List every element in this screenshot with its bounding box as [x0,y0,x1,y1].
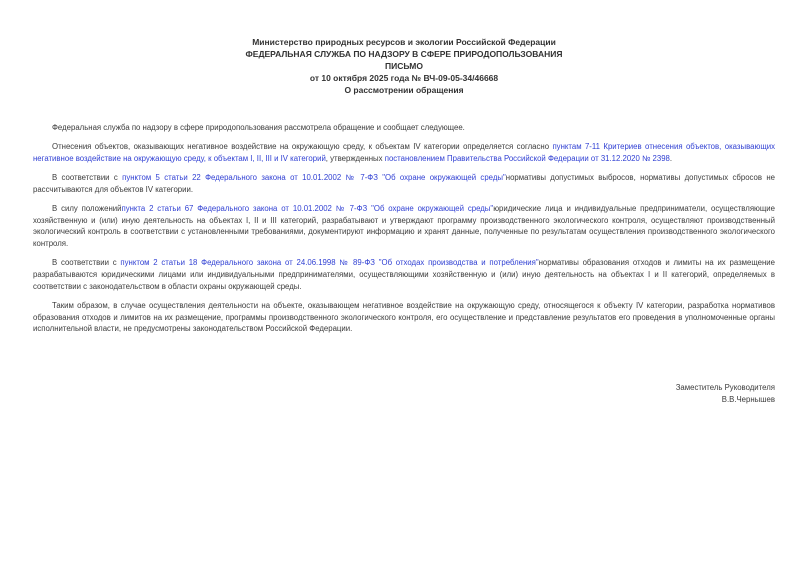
body-paragraph [33,203,775,250]
paragraph-text: нормативы образования отходов и лимиты на их размещение разрабатываются юридическими лицами или индивидуальными предпринимателями, осуществляющими хозяйственную и (или) иную деятельность на объектах I и II категорий, определяемых в соответствии с законодательством в области охраны окружающей среды. [33,258,775,291]
document-subject: О рассмотрении обращения [344,85,464,95]
body-paragraph [33,300,775,335]
paragraph-text: , утвержденных [325,153,385,163]
legal-reference-link[interactable]: пунктам 7-11 Критериев отнесения объектов, оказывающих негативное воздействие на окружающую среду, к объектам I, II, III и IV категорий [33,142,775,163]
document-header [33,36,775,96]
signer-position: Заместитель Руководителя [675,383,775,392]
ministry-name: Министерство природных ресурсов и экологии Российской Федерации [252,37,556,47]
document-body [33,122,775,335]
signature-block [676,382,775,405]
paragraph-text: В соответствии с [52,258,121,268]
paragraph-text: нормативы допустимых выбросов, нормативы допустимых сбросов не рассчитываются для объектов IV категории. [33,173,775,194]
body-paragraph [33,172,775,195]
agency-name: ФЕДЕРАЛЬНАЯ СЛУЖБА ПО НАДЗОРУ В СФЕРЕ ПРИРОДОПОЛЬЗОВАНИЯ [245,49,563,59]
paragraph-text: Таким образом, в случае осуществления деятельности на объекте, оказывающем негативное воздействие на окружающую среду, относящегося к объекту IV категории, разработка нормативов образования отходов и лимитов на их размещение, программы производственного экологического контроля, его осуществление и представление результатов его проведения в уполномоченные органы исполнительной власти, не предусмотрены законодательством Российской Федерации. [33,300,775,334]
paragraph-text: В соответствии с [52,173,123,183]
legal-reference-link[interactable]: постановлением Правительства Российской Федерации от 31.12.2020 № 2398 [384,153,670,163]
document-date-number: от 10 октября 2025 года № ВЧ-09-05-34/46668 [309,73,499,83]
body-paragraph [33,257,775,292]
paragraph-text: Отнесения объектов, оказывающих негативное воздействие на окружающую среду, к объектам IV категории определяется согласно [52,142,553,152]
body-paragraph [33,122,775,134]
legal-reference-link[interactable]: пункта 2 статьи 67 Федерального закона от 10.01.2002 № 7-ФЗ "Об охране окружающей среды" [121,204,494,214]
legal-reference-link[interactable]: пунктом 5 статьи 22 Федерального закона от 10.01.2002 № 7-ФЗ "Об охране окружающей среды" [122,173,506,183]
body-paragraph [33,141,775,164]
legal-reference-link[interactable]: пунктом 2 статьи 18 Федерального закона от 24.06.1998 № 89-ФЗ "Об отходах производства и потребления" [120,258,539,268]
paragraph-text: Федеральная служба по надзору в сфере природопользования рассмотрела обращение и сообщает следующее. [52,123,465,132]
paragraph-text: юридические лица и индивидуальные предприниматели, осуществляющие хозяйственную и (или) иную деятельность на объектах I, II и III категорий, разрабатывают и утверждают программу производственного экологического контроля, осуществляют производственный экологический контроль в соответствии с установленными требованиями, документируют информацию и хранят данные, полученные по результатам осуществления производственного экологического контроля. [33,204,775,249]
document-type: ПИСЬМО [385,61,423,71]
paragraph-text: . [669,153,673,163]
signer-name: В.В.Чернышев [721,394,775,404]
paragraph-text: В силу положений [52,204,122,214]
